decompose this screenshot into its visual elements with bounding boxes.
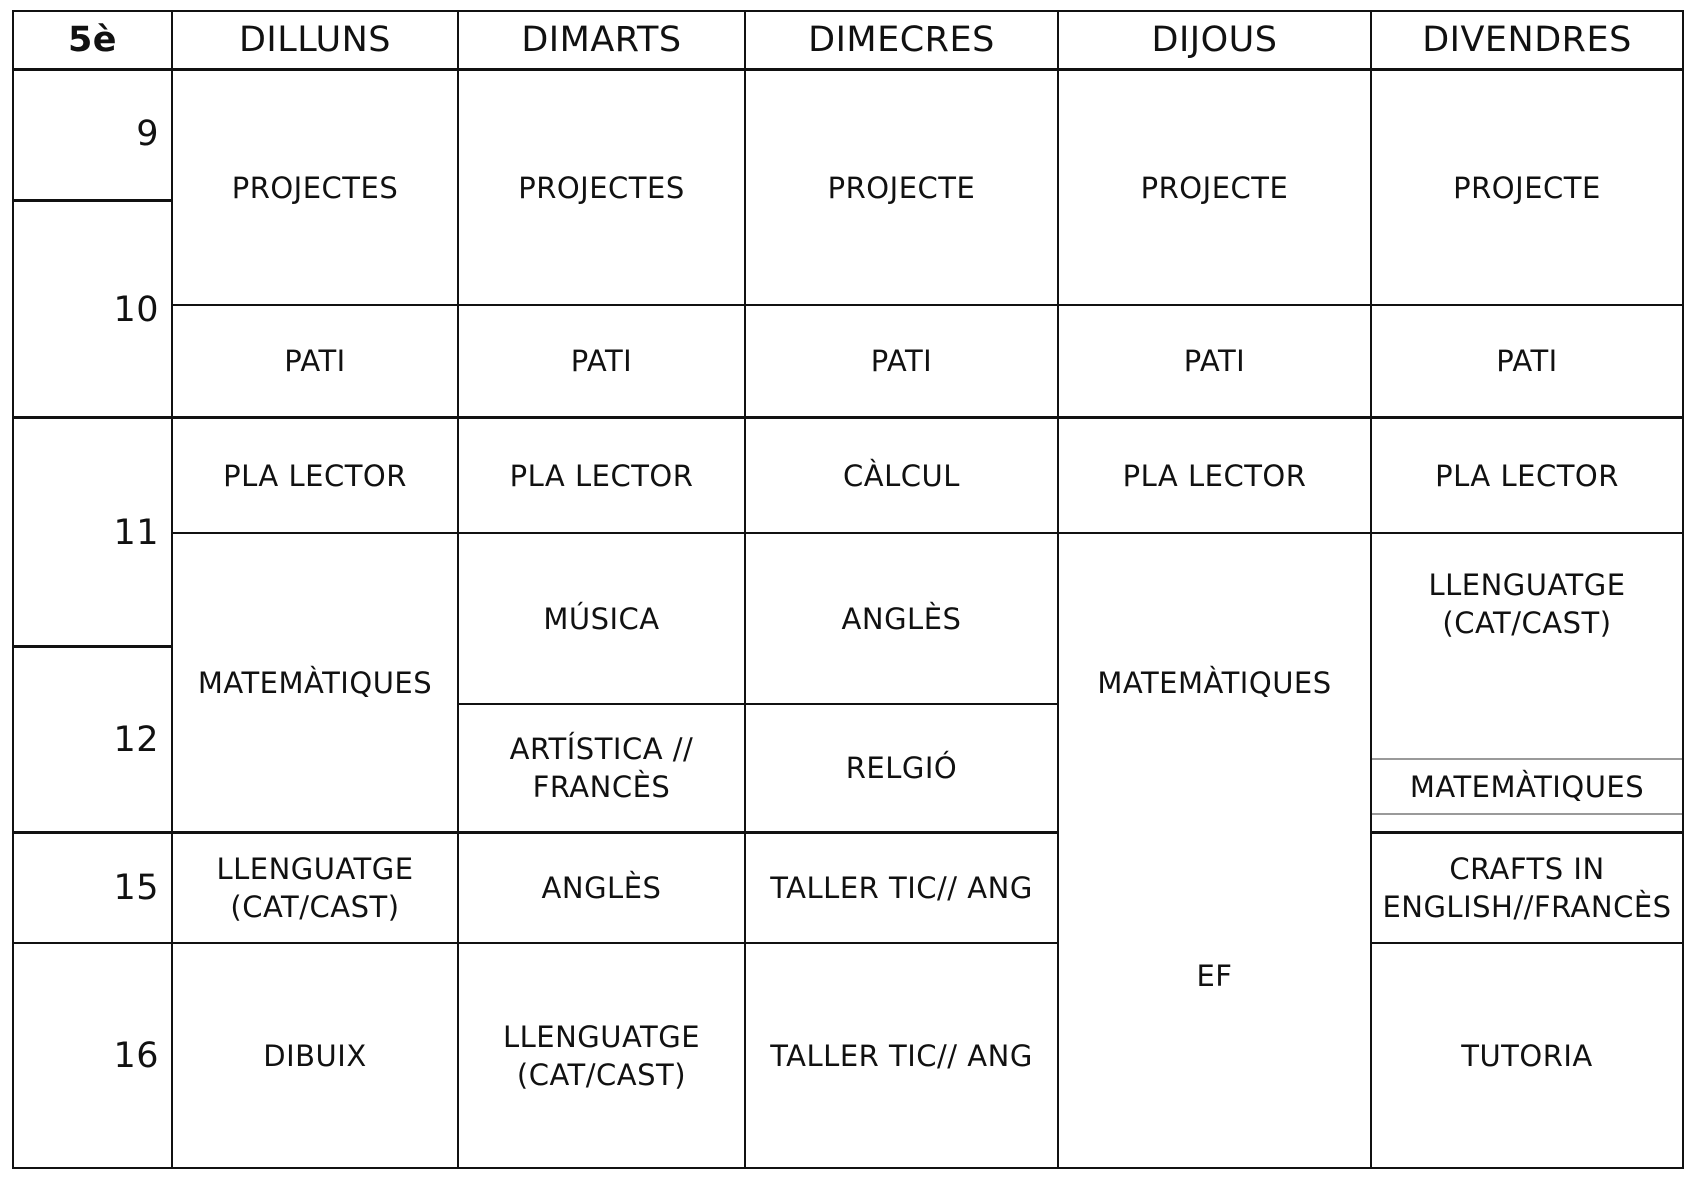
day-header-thursday: DIJOUS <box>1151 20 1278 60</box>
cell-line: CRAFTS IN <box>1449 852 1605 886</box>
monday-dibuix: DIBUIX <box>263 1038 367 1073</box>
tuesday-pati: PATI <box>570 344 633 378</box>
day-header-monday: DILLUNS <box>238 20 392 60</box>
wednesday-taller-tic-2: TALLER TIC// ANG <box>770 1038 1033 1073</box>
monday-pati: PATI <box>284 344 346 378</box>
day-header-wednesday: DIMECRES <box>808 20 995 60</box>
wednesday-calcul: CÀLCUL <box>843 458 960 493</box>
friday-llenguatge <box>1372 566 1682 676</box>
wednesday-relgio: RELGIÓ <box>845 751 958 785</box>
tuesday-projectes: PROJECTES <box>518 170 685 205</box>
cell-line: ARTÍSTICA // <box>509 732 694 766</box>
hour-label-15: 15 <box>113 868 159 908</box>
grid-line <box>12 645 171 648</box>
hour-label-9: 9 <box>136 114 159 154</box>
tuesday-pla-lector: PLA LECTOR <box>509 458 694 493</box>
grade-header: 5è <box>67 20 118 60</box>
friday-pati: PATI <box>1496 344 1558 378</box>
day-header-tuesday: DIMARTS <box>521 20 682 60</box>
cell-line: FRANCÈS <box>532 770 671 804</box>
tuesday-angles: ANGLÈS <box>541 871 662 905</box>
wednesday-projecte: PROJECTE <box>827 170 976 205</box>
hour-label-10: 10 <box>113 290 159 330</box>
tuesday-llenguatge <box>459 944 744 1167</box>
day-header-friday: DIVENDRES <box>1422 20 1632 60</box>
cell-line: (CAT/CAST) <box>230 890 400 924</box>
wednesday-taller-tic-1: TALLER TIC// ANG <box>770 871 1033 905</box>
cell-line: LLENGUATGE <box>502 1019 701 1054</box>
friday-projecte: PROJECTE <box>1453 170 1601 205</box>
thursday-projecte: PROJECTE <box>1140 170 1289 205</box>
hour-label-12: 12 <box>113 720 159 760</box>
wednesday-angles: ANGLÈS <box>841 601 962 636</box>
grid-line <box>1682 10 1684 1169</box>
monday-projectes: PROJECTES <box>231 170 399 205</box>
grid-line <box>12 199 171 202</box>
thursday-pla-lector: PLA LECTOR <box>1122 458 1307 493</box>
thursday-pati: PATI <box>1183 344 1246 378</box>
thursday-ef: EF <box>1196 958 1233 993</box>
friday-crafts <box>1372 834 1682 942</box>
cell-line: LLENGUATGE <box>216 852 414 886</box>
monday-matematiques: MATEMÀTIQUES <box>197 665 433 700</box>
cell-line: (CAT/CAST) <box>1442 606 1612 640</box>
friday-tutoria: TUTORIA <box>1461 1038 1593 1073</box>
monday-llenguatge <box>173 834 457 942</box>
grid-line <box>12 1167 1684 1169</box>
tuesday-musica: MÚSICA <box>543 601 660 636</box>
monday-pla-lector: PLA LECTOR <box>223 458 407 493</box>
tuesday-artistica <box>459 705 744 831</box>
hour-label-16: 16 <box>113 1036 159 1076</box>
cell-line: ENGLISH//FRANCÈS <box>1382 890 1672 924</box>
wednesday-pati: PATI <box>870 344 933 378</box>
friday-matematiques: MATEMÀTIQUES <box>1409 769 1645 804</box>
grid-line <box>1372 813 1684 815</box>
hour-label-11: 11 <box>113 513 159 553</box>
thursday-matematiques: MATEMÀTIQUES <box>1097 665 1332 700</box>
grid-line <box>12 10 14 1169</box>
friday-pla-lector: PLA LECTOR <box>1435 458 1619 493</box>
cell-line: (CAT/CAST) <box>516 1057 687 1092</box>
cell-line: LLENGUATGE <box>1428 568 1626 602</box>
